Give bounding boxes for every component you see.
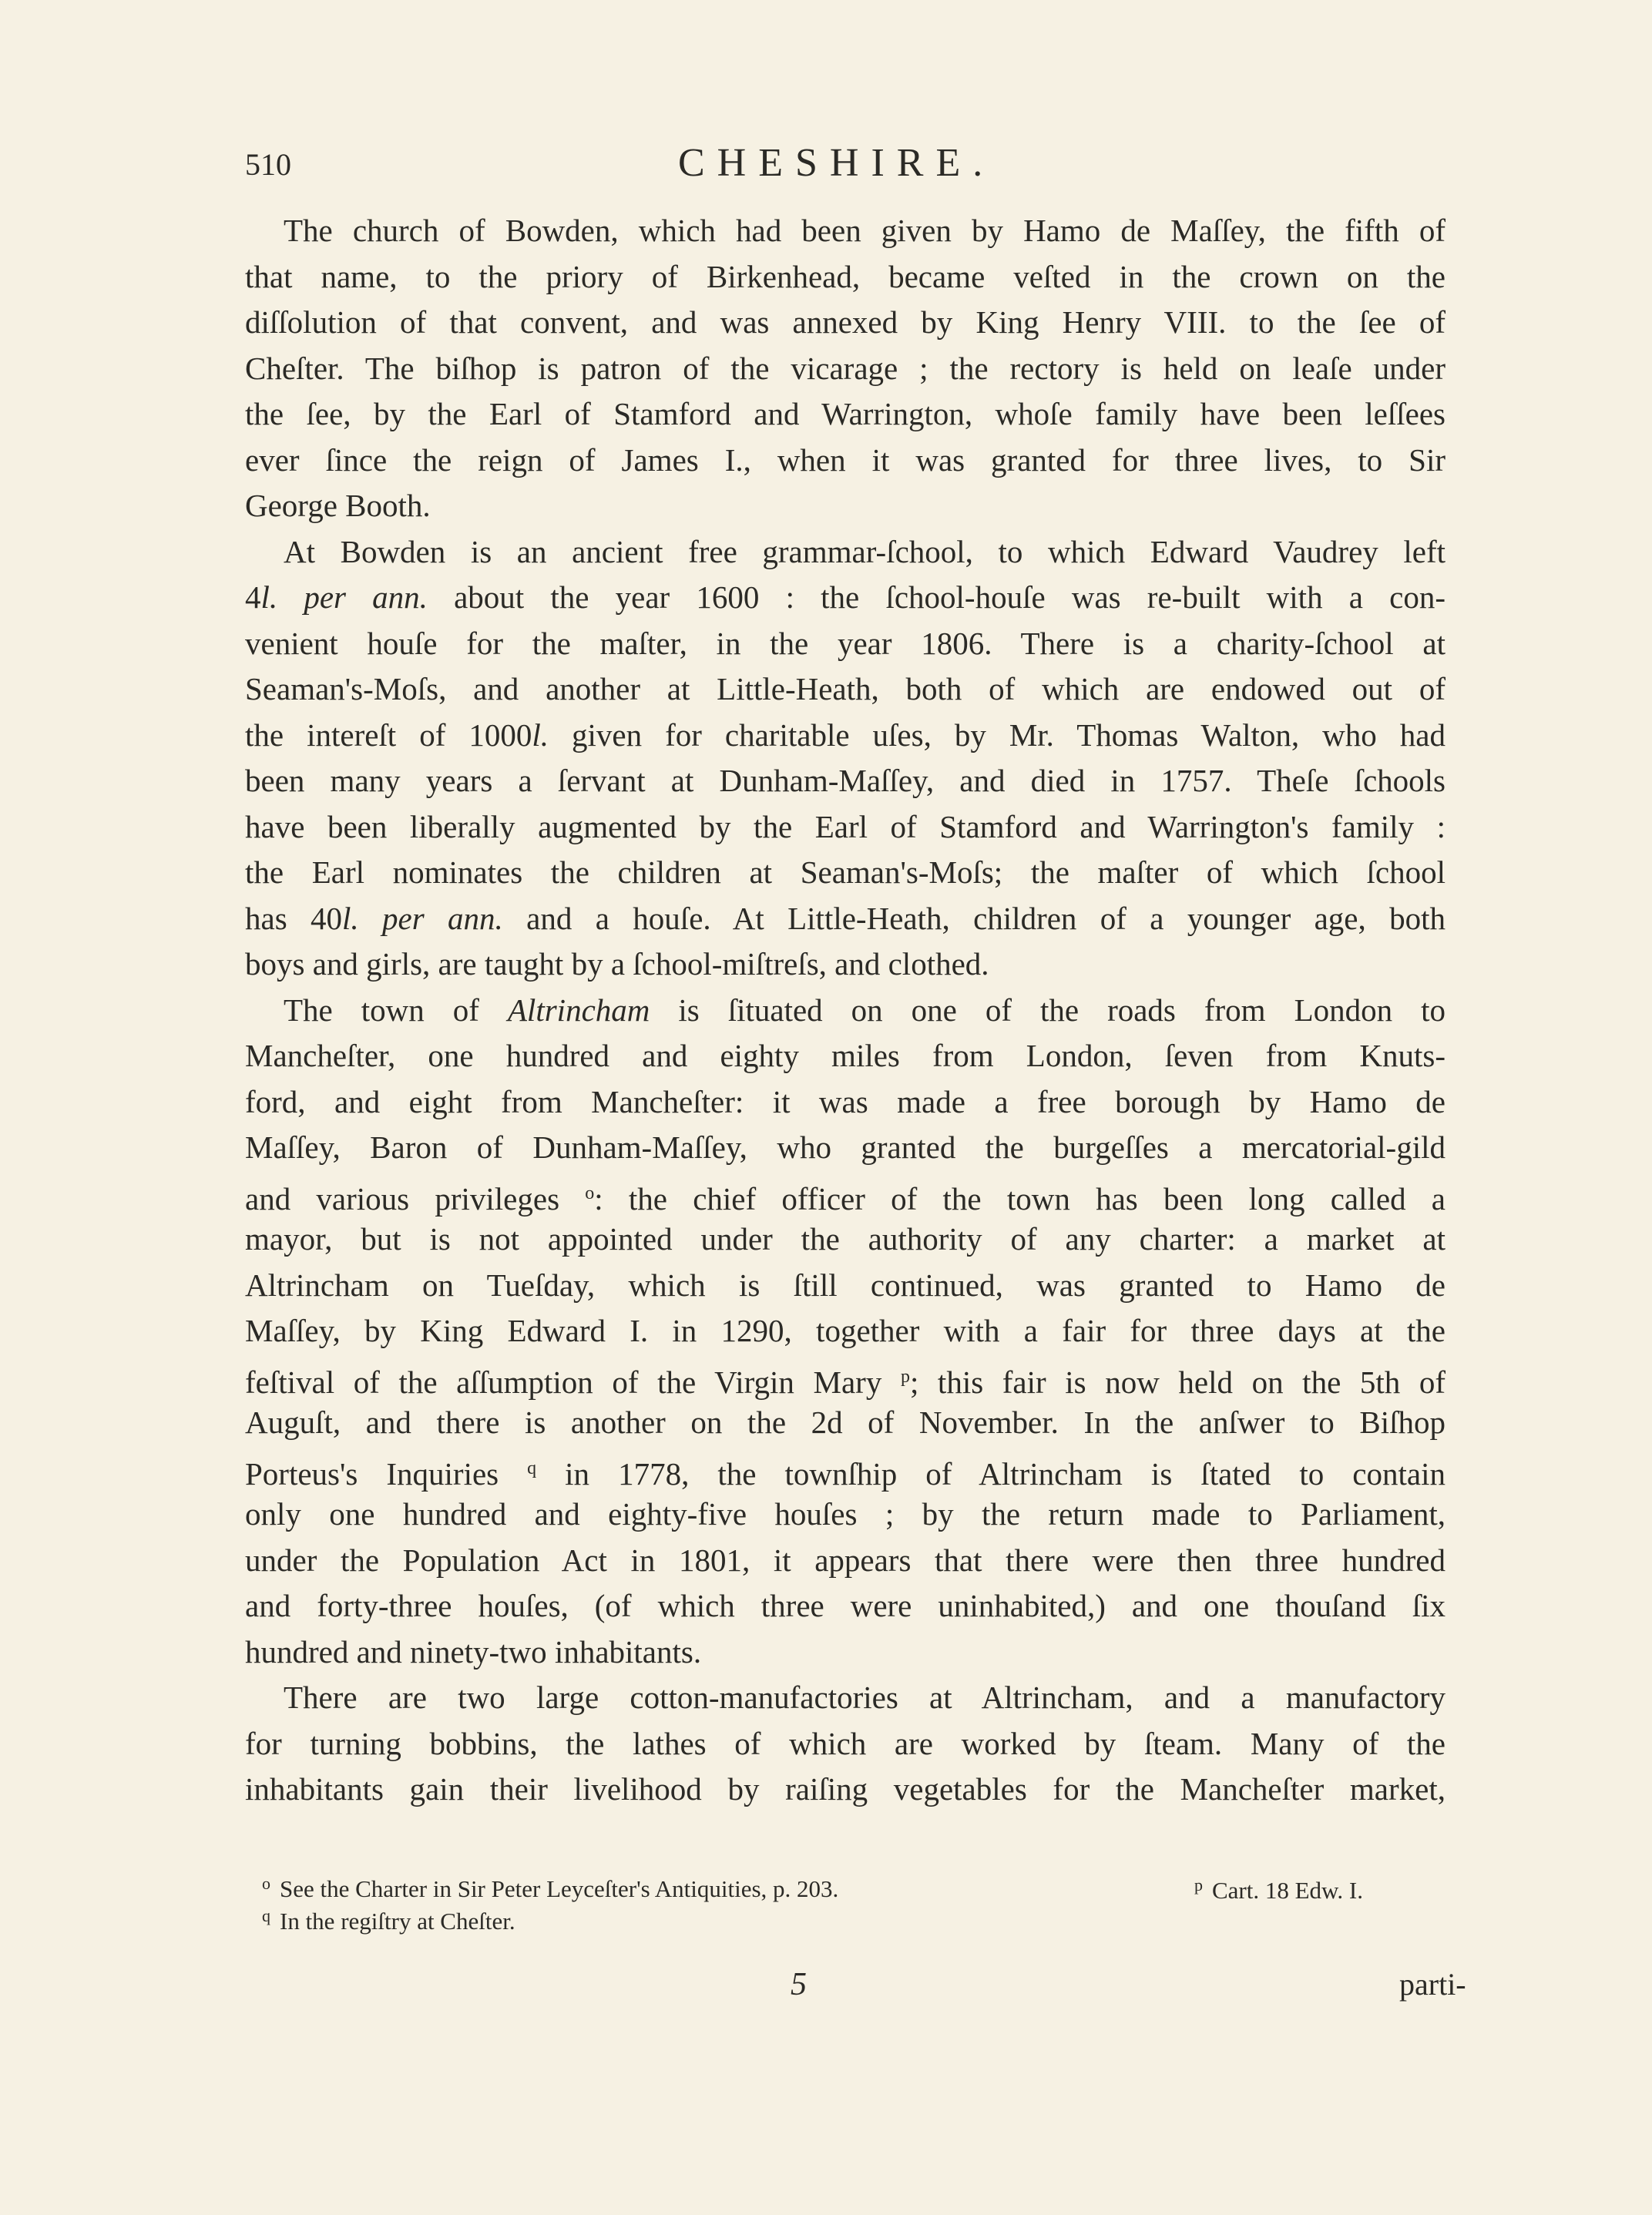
text-line: the ſee, by the Earl of Stamford and Warrington, whoſe family have been leſſees — [245, 396, 1446, 431]
text-line: There are two large cotton-manufactories at Altrincham, and a manufactory — [284, 1680, 1446, 1715]
text-line: the intereſt of 1000l. given for charitable uſes, by Mr. Thomas Walton, who had — [245, 717, 1446, 753]
text-line: George Booth. — [245, 488, 431, 523]
text-line: venient houſe for the maſter, in the year 1806. There is a charity-ſchool at — [245, 625, 1446, 661]
text-line: ford, and eight from Mancheſter: it was made a free borough by Hamo de — [245, 1083, 1446, 1119]
text-line: The town of Altrincham is ſituated on one of the roads from London to — [284, 992, 1446, 1028]
text-line: Maſſey, Baron of Dunham-Maſſey, who granted the burgeſſes a mercatorial-gild — [245, 1129, 1446, 1165]
text-line: and forty-three houſes, (of which three were uninhabited,) and one thouſand ſix — [245, 1588, 1446, 1623]
text-line: diſſolution of that convent, and was annexed by King Henry VIII. to the ſee of — [245, 304, 1446, 340]
footnote-ref: o — [585, 1183, 595, 1203]
running-title: CHESHIRE. — [678, 141, 996, 185]
footnote-mark: p — [1194, 1875, 1203, 1894]
text-line: inhabitants gain their livelihood by raiſing vegetables for the Mancheſter market, — [245, 1771, 1446, 1807]
catchword: parti- — [1399, 1967, 1466, 2002]
footnote — [262, 1874, 838, 1903]
text-line: only one hundred and eighty-five houſes ; by the return made to Parliament, — [245, 1496, 1446, 1532]
text-line: Seaman's-Moſs, and another at Little-Heath, both of which are endowed out of — [245, 671, 1446, 706]
text-line: At Bowden is an ancient free grammar-ſchool, to which Edward Vaudrey left — [284, 533, 1446, 569]
text-line: been many years a ſervant at Dunham-Maſſey, and died in 1757. Theſe ſchools — [245, 763, 1446, 798]
text-line: Mancheſter, one hundred and eighty miles from London, ſeven from Knuts- — [245, 1038, 1446, 1073]
signature-mark: 5 — [791, 1967, 807, 2002]
text-line: boys and girls, are taught by a ſchool-miſtreſs, and clothed. — [245, 946, 989, 982]
text-line: under the Population Act in 1801, it appears that there were then three hundred — [245, 1542, 1446, 1578]
text-line: have been liberally augmented by the Earl of Stamford and Warrington's family : — [245, 808, 1446, 844]
text-line: and various privileges $^o$: the chief officer of the town has been long called a — [245, 1180, 1446, 1217]
text-line: 4l. per ann. about the year 1600 : the ſchool-houſe was re-built with a con- — [245, 579, 1446, 615]
body-text — [245, 208, 1446, 1813]
footnote-text: Cart. 18 Edw. I. — [1212, 1877, 1364, 1904]
footnote — [1194, 1875, 1363, 1905]
text-line: mayor, but is not appointed under the authority of any charter: a market at — [245, 1221, 1446, 1257]
footnote — [262, 1906, 515, 1935]
text-line: hundred and ninety-two inhabitants. — [245, 1633, 702, 1670]
footnote-mark: o — [262, 1874, 270, 1893]
text-line: the Earl nominates the children at Seaman's-Moſs; the maſter of which ſchool — [245, 854, 1446, 890]
footnote-mark: q — [262, 1906, 270, 1925]
text-line: has 40l. per ann. and a houſe. At Little-Heath, children of a younger age, both — [245, 900, 1446, 936]
text-line: for turning bobbins, the lathes of which are worked by ſteam. Many of the — [245, 1725, 1446, 1761]
text-line: The church of Bowden, which had been given by Hamo de Maſſey, the fifth of — [284, 213, 1446, 248]
page-header — [0, 140, 1652, 194]
text-line: feſtival of the aſſumption of the Virgin Mary $^p$; this fair is now held on the 5th of — [245, 1364, 1446, 1400]
text-line: Altrincham on Tueſday, which is ſtill continued, was granted to Hamo de — [245, 1267, 1446, 1303]
text-line: Cheſter. The biſhop is patron of the vicarage ; the rectory is held on leaſe under — [245, 350, 1446, 386]
page-number: 510 — [245, 147, 291, 182]
text-line: Porteus's Inquiries $^q$ in 1778, the townſhip of Altrincham is ſtated to contain — [245, 1455, 1446, 1492]
footnote-ref: q — [527, 1458, 537, 1478]
footnote-text: In the regiſtry at Cheſter. — [280, 1908, 515, 1935]
text-line: Maſſey, by King Edward I. in 1290, together with a fair for three days at the — [245, 1313, 1446, 1348]
text-line: that name, to the priory of Birkenhead, became veſted in the crown on the — [245, 258, 1446, 294]
text-line: Auguſt, and there is another on the 2d of November. In the anſwer to Biſhop — [245, 1405, 1446, 1440]
text-line: ever ſince the reign of James I., when it was granted for three lives, to Sir — [245, 441, 1446, 478]
footnote-text: See the Charter in Sir Peter Leyceſter's Antiquities, p. 203. — [280, 1875, 839, 1902]
footnote-ref: p — [900, 1366, 910, 1387]
